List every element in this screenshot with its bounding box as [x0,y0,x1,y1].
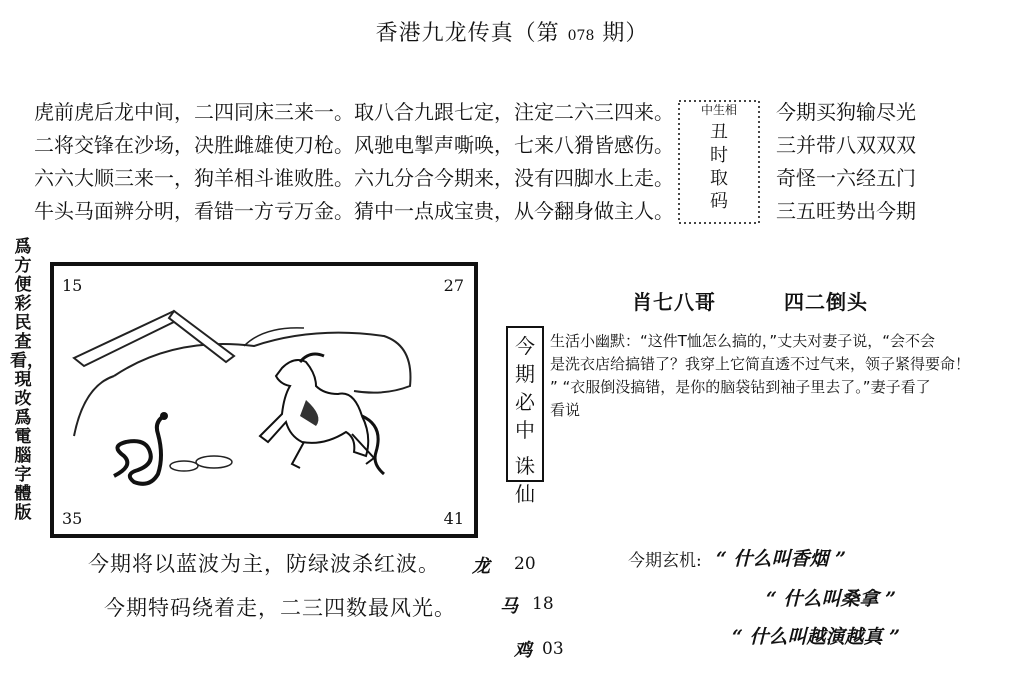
must-win-char: 必 [515,390,535,414]
joke-line: 看说 [550,401,581,419]
poem-line: 虎前虎后龙中间，二四同床三来一。取八合九跟七定，注定二六三四来。 [34,100,674,124]
title-prefix: 香港九龙传真（第 [375,21,560,46]
bottom-line-2: 今期特码绕着走，二三四数最风光。 [104,596,456,620]
right-lines [776,96,1016,228]
illustration-frame [50,262,478,538]
must-win-box [506,326,544,506]
issue-number: 078 [567,28,595,44]
poem-line: 六六大顺三来一，狗羊相斗谁败胜。六九分合今期来，没有四脚水上走。 [34,166,674,190]
must-win-animal: 诛 [515,454,535,478]
must-win-char: 中 [515,418,535,442]
joke-line: 生活小幽默：“这件T恤怎么搞的，”丈夫对妻子说，“会不会 [550,332,935,350]
shengxiao-char: 丑 [710,122,728,143]
animal-name: 龙 [472,556,490,577]
title-suffix: 期） [602,21,649,46]
zodiac-hint-right: 四二倒头 [784,290,868,314]
must-win-char: 今 [515,334,535,358]
bottom-line-1: 今期将以蓝波为主，防绿波杀红波。 [88,552,440,576]
right-line: 奇怪一六经五门 [776,166,916,190]
corner-number-top-right: 27 [443,276,464,295]
shengxiao-top: 中生相 [700,103,737,117]
shengxiao-char: 时 [710,145,728,166]
poem-line: 二将交锋在沙场，决胜雌雄使刀枪。风驰电掣声嘶唤，七来八猾皆感伤。 [34,133,674,157]
corner-number-bottom-right: 41 [443,509,464,528]
poem-block [34,96,674,228]
right-line: 三五旺势出今期 [776,199,916,223]
shengxiao-char: 取 [710,168,728,189]
joke-text [550,330,1020,422]
animal-number: 03 [542,639,564,659]
right-line: 三并带八双双双 [776,133,916,157]
joke-line: 是洗衣店给搞错了？我穿上它简直透不过气来，领子紧得要命！ [550,355,971,373]
poem-line: 牛头马面辨分明，看错一方亏万金。猜中一点成宝贵，从今翻身做主人。 [34,199,674,223]
animal-name: 马 [500,596,518,617]
corner-number-bottom-left: 35 [62,509,83,528]
xuanji-label: 今期玄机: [628,551,702,571]
shengxiao-box [676,98,762,226]
animal-number: 20 [514,554,536,574]
must-win-animal: 仙 [515,482,535,506]
xuanji-item: “ 什么叫桑拿 ” [766,588,897,610]
xuanji-item: “ 什么叫越演越真 ” [732,626,901,648]
page-title [0,16,1024,47]
joke-line: ” “衣服倒没搞错，是你的脑袋钻到袖子里去了。”妻子看了 [550,378,931,396]
corner-number-top-left: 15 [62,276,83,295]
animal-number: 18 [532,594,554,614]
must-win-char: 期 [515,362,535,386]
animal-name: 鸡 [514,640,532,661]
xuanji-item: “ 什么叫香烟 ” [716,548,847,570]
shengxiao-char: 码 [710,191,728,212]
side-notice: 爲方便彩民查看，現改爲電腦字體版 [10,237,44,523]
zodiac-hint-left: 肖七八哥 [632,290,716,314]
right-line: 今期买狗输尽光 [776,100,916,124]
horse-snake-illustration [54,266,474,534]
